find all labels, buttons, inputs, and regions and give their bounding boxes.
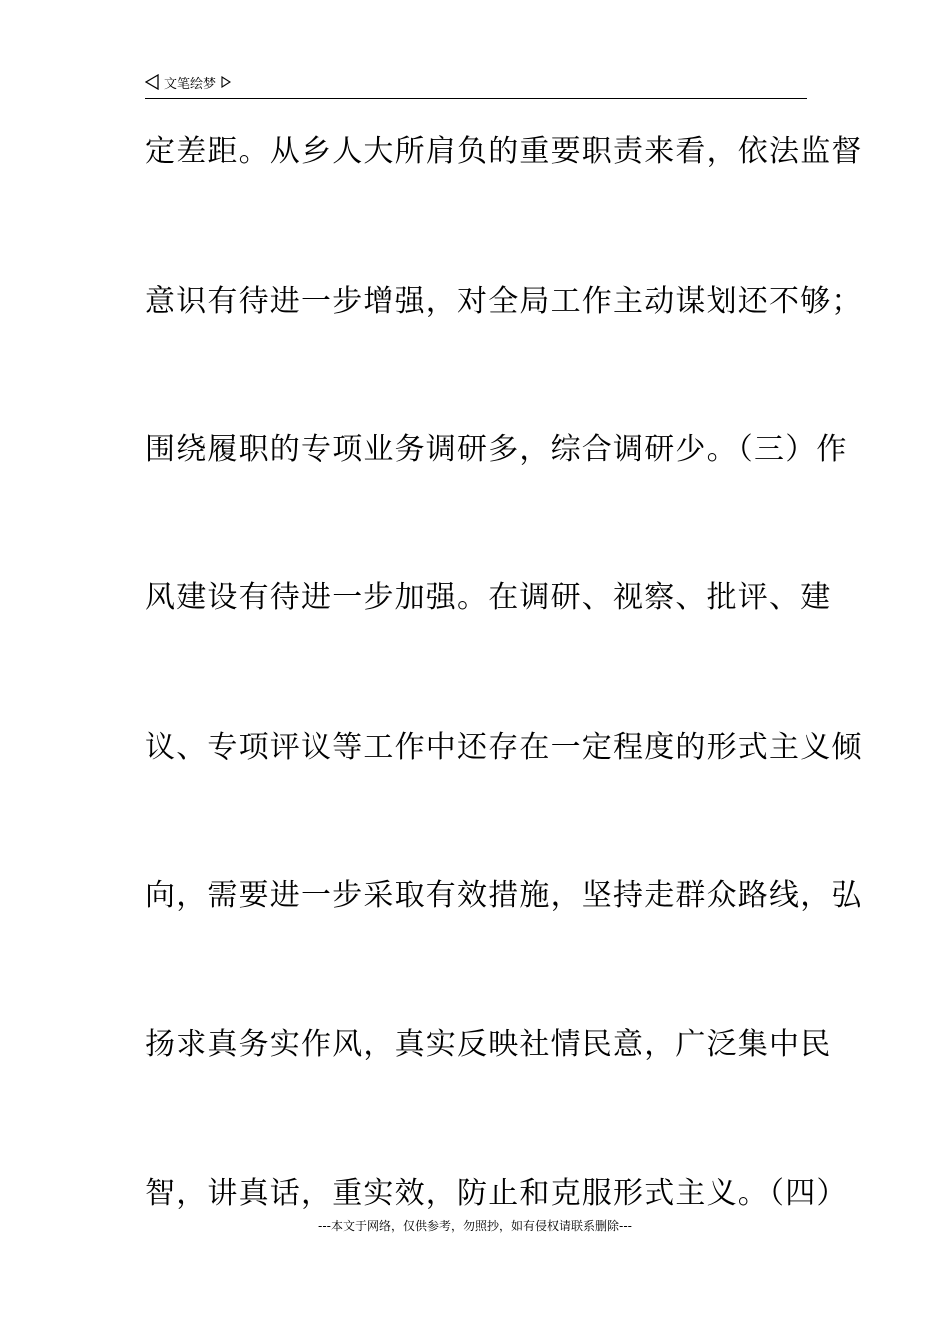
text-line: 定差距。从乡人大所肩负的重要职责来看，依法监督 — [145, 134, 863, 169]
page-header — [145, 74, 807, 99]
text-line: 围绕履职的专项业务调研多，综合调研少。（三）作 — [145, 432, 848, 467]
triangle-left-icon — [145, 74, 159, 96]
text-line: 风建设有待进一步加强。在调研、视察、批评、建 — [145, 580, 832, 615]
text-line: 议、专项评议等工作中还存在一定程度的形式主义倾 — [145, 730, 863, 765]
text-line: 意识有待进一步增强，对全局工作主动谋划还不够； — [145, 284, 863, 319]
text-line: 向，需要进一步采取有效措施，坚持走群众路线，弘 — [145, 878, 863, 913]
page-footer: ---本文于网络，仅供参考，勿照抄，如有侵权请联系删除--- — [318, 1219, 632, 1233]
text-line: 扬求真务实作风，真实反映社情民意，广泛集中民 — [145, 1027, 832, 1062]
header-brand — [145, 74, 231, 96]
header-title: 文笔绘梦 — [164, 77, 217, 92]
triangle-right-icon — [221, 76, 231, 94]
text-line: 智，讲真话，重实效，防止和克服形式主义。（四） — [145, 1176, 848, 1211]
